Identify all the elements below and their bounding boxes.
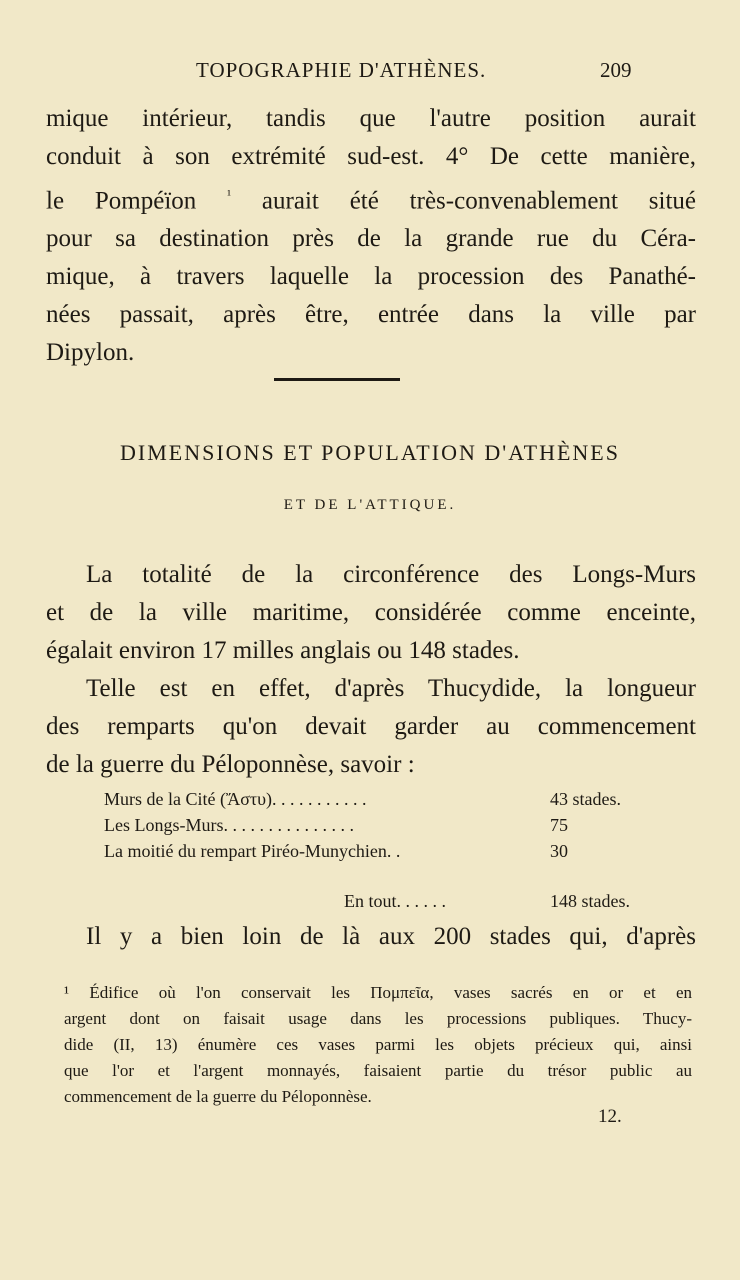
table-row (104, 786, 644, 812)
row-label: La moitié du rempart Piréo-Munychien. . (104, 841, 401, 861)
paragraph-200-stades (46, 918, 696, 956)
total-value: 148 stades. (550, 891, 630, 911)
text-line: Dipylon. (46, 339, 135, 367)
text-line: et de la ville maritime, considérée comme enceinte, (46, 599, 696, 626)
paragraph-thucydides (46, 670, 696, 784)
text-line: conduit à son extrémité sud-est. 4° De cette manière, (46, 143, 696, 170)
page-number: 209 (600, 58, 632, 82)
text-line: égalait environ 17 milles anglais ou 148 stades. (46, 637, 520, 664)
text-line: La totalité de la circonférence des Longs-Murs (86, 561, 696, 588)
table-row (104, 812, 644, 838)
text-line: pour sa destination près de la grande rue du Céra- (46, 225, 696, 253)
table-total-row (104, 888, 644, 914)
section-divider (274, 378, 400, 381)
text-line: Il y a bien loin de là aux 200 stades qui, d'après (86, 923, 696, 950)
text-line: Telle est en effet, d'après Thucydide, la longueur (86, 675, 696, 702)
footnote-line: ¹ Édifice où l'on conservait les Πομπεῖα, vases sacrés en or et en (64, 983, 692, 1002)
text-fragment: aurait été très-convenablement situé (261, 187, 696, 215)
running-head-title: TOPOGRAPHIE D'ATHÈNES. (196, 58, 487, 82)
footnote-marker: ¹ (227, 187, 232, 202)
text-line (46, 176, 696, 220)
section-subtitle: ET DE L'ATTIQUE. (283, 497, 457, 513)
row-label: Les Longs-Murs. . . . . . . . . . . . . . . (104, 815, 354, 835)
footnote-line: argent dont on faisait usage dans les processions publiques. Thucy- (64, 1009, 692, 1028)
row-value: 75 (550, 815, 568, 835)
row-label: Murs de la Cité (Ἄστυ). . . . . . . . . . . (104, 789, 367, 809)
walls-table (104, 786, 644, 914)
text-fragment: le Pompéïon (46, 187, 197, 215)
text-line: de la guerre du Péloponnèse, savoir : (46, 751, 415, 778)
table-row (104, 838, 644, 864)
paragraph-continued (46, 100, 696, 372)
footnote-line: dide (II, 13) énumère ces vases parmi les objets précieux qui, ainsi (64, 1035, 692, 1054)
footnote-line: que l'or et l'argent monnayés, faisaient partie du trésor public au (64, 1061, 692, 1080)
footnote-line: commencement de la guerre du Péloponnèse. (64, 1087, 372, 1106)
running-head (0, 58, 740, 88)
section-title: DIMENSIONS ET POPULATION D'ATHÈNES (120, 440, 620, 465)
footnote (64, 980, 692, 1110)
text-line: mique, à travers laquelle la procession des Panathé- (46, 263, 696, 291)
total-label: En tout. . . . . . (344, 891, 446, 911)
signature-mark: 12. (598, 1106, 622, 1127)
text-line: des remparts qu'on devait garder au commencement (46, 713, 696, 740)
row-value: 30 (550, 841, 568, 861)
paragraph-circumference (46, 556, 696, 670)
text-line: nées passait, après être, entrée dans la ville par (46, 301, 696, 329)
text-line: mique intérieur, tandis que l'autre position aurait (46, 105, 696, 132)
row-value: 43 stades. (550, 789, 621, 809)
